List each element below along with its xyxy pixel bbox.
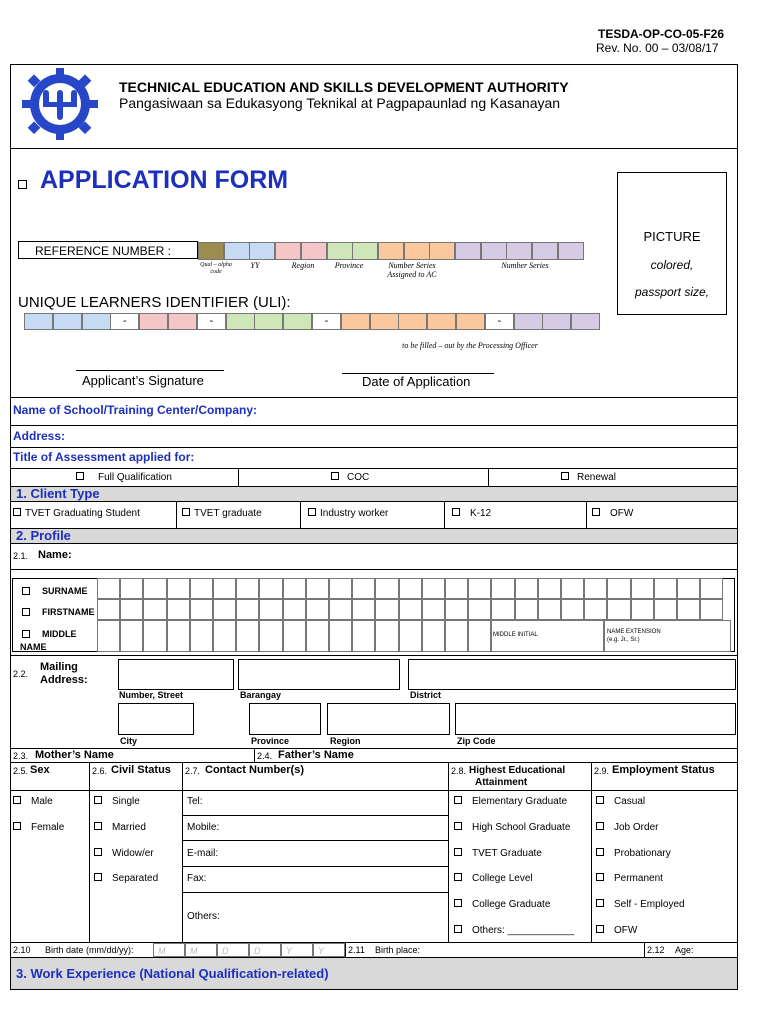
title-checkbox[interactable]: [18, 180, 27, 189]
birthdate-number: 2.10: [13, 945, 31, 955]
header-divider: [10, 148, 738, 149]
sex-male[interactable]: Male: [13, 797, 53, 807]
reference-digit-cell[interactable]: [198, 242, 224, 260]
uli-digit-cell[interactable]: [139, 313, 168, 330]
mother-number: 2.3.: [13, 751, 29, 761]
address-label: Address:: [13, 429, 66, 443]
reference-digit-cell[interactable]: [404, 242, 430, 260]
name-letter-cell[interactable]: [700, 599, 723, 620]
birthdate-cell[interactable]: [249, 943, 281, 957]
surname-field[interactable]: SURNAME: [22, 587, 88, 596]
name-letter-cell[interactable]: [677, 578, 700, 599]
agency-name: TECHNICAL EDUCATION AND SKILLS DEVELOPMENT AUTHORITY: [119, 79, 569, 95]
name-label: Name:: [38, 549, 72, 561]
education-label-2: Attainment: [475, 777, 528, 788]
reference-digit-cell[interactable]: [275, 242, 301, 260]
reference-digit-cell[interactable]: [327, 242, 353, 260]
name-letter-cell[interactable]: [422, 599, 445, 620]
name-extension-cell[interactable]: [604, 620, 731, 652]
birthdate-placeholder: M: [158, 946, 166, 956]
age-label[interactable]: Age:: [675, 945, 694, 955]
caption-region: Region: [291, 261, 315, 270]
name-letter-cell[interactable]: [329, 578, 352, 599]
name-letter-cell[interactable]: [306, 578, 329, 599]
revision-number: Rev. No. 00 – 03/08/17: [596, 41, 719, 55]
mailing-label: Mailing: [40, 661, 78, 673]
assessment-label: Title of Assessment applied for:: [13, 450, 195, 464]
name-letter-cell[interactable]: [561, 578, 584, 599]
uli-digit-cell[interactable]: [168, 313, 197, 330]
name-letter-cell[interactable]: [607, 599, 630, 620]
name-letter-cell[interactable]: [167, 599, 190, 620]
emp-casual[interactable]: Casual: [596, 797, 645, 807]
birthdate-cell[interactable]: [313, 943, 345, 957]
name-letter-cell[interactable]: [468, 578, 491, 599]
birthplace-number: 2.11: [348, 945, 365, 955]
name-letter-cell[interactable]: [213, 620, 236, 652]
client-type-title: 1. Client Type: [16, 486, 100, 501]
birthdate-cell[interactable]: [217, 943, 249, 957]
name-letter-cell[interactable]: [468, 599, 491, 620]
father-name-label[interactable]: Father’s Name: [278, 749, 354, 761]
district-label: District: [410, 690, 442, 700]
contact-fax[interactable]: Fax:: [187, 873, 207, 884]
option-full-qualification[interactable]: Full Qualification: [76, 473, 172, 483]
name-letter-cell[interactable]: [259, 599, 282, 620]
uli-digit-cell[interactable]: [571, 313, 600, 330]
zip-code-label: Zip Code: [457, 736, 496, 746]
caption-series: Number Series: [501, 261, 549, 270]
picture-label: PICTURE: [643, 229, 701, 244]
name-extension-label: NAME EXTENSION: [607, 629, 661, 635]
name-letter-cell[interactable]: [631, 599, 654, 620]
reference-digit-cell[interactable]: [224, 242, 250, 260]
name-letter-cell[interactable]: [283, 620, 306, 652]
name-letter-cell[interactable]: [399, 620, 422, 652]
province-input[interactable]: [249, 703, 321, 735]
reference-digit-cell[interactable]: [455, 242, 481, 260]
sex-number: 2.5.: [13, 766, 29, 776]
number-street-input[interactable]: [118, 659, 234, 690]
uli-separator-cell: -: [197, 313, 226, 330]
contact-tel[interactable]: Tel:: [187, 796, 203, 807]
educ-high-school[interactable]: High School Graduate: [454, 823, 570, 833]
name-letter-cell[interactable]: [143, 578, 166, 599]
civil-number: 2.6.: [92, 766, 108, 776]
age-number: 2.12: [647, 945, 665, 955]
uli-digit-cell[interactable]: [341, 313, 370, 330]
educ-tvet[interactable]: TVET Graduate: [454, 849, 542, 859]
name-letter-cell[interactable]: [190, 599, 213, 620]
name-letter-cell[interactable]: [399, 599, 422, 620]
middlename-field[interactable]: MIDDLE: [22, 630, 77, 639]
name-letter-cell[interactable]: [97, 599, 120, 620]
name-letter-cell[interactable]: [306, 620, 329, 652]
contact-others[interactable]: Others:: [187, 911, 220, 922]
emp-job-order[interactable]: Job Order: [596, 823, 658, 833]
mailing-label-2: Address:: [40, 674, 88, 686]
option-renewal[interactable]: Renewal: [561, 473, 616, 483]
checkbox[interactable]: [331, 472, 339, 480]
uli-digit-cell[interactable]: [254, 313, 283, 330]
educ-college-level[interactable]: College Level: [454, 874, 533, 884]
reference-digit-cell[interactable]: [481, 242, 507, 260]
name-letter-cell[interactable]: [352, 578, 375, 599]
province-label: Province: [251, 736, 290, 746]
checkbox[interactable]: [76, 472, 84, 480]
caption-yy: YY: [250, 261, 260, 270]
name-extension-example: (e.g. Jr., Sr.): [607, 637, 640, 643]
client-k12[interactable]: K-12: [452, 509, 491, 519]
name-letter-cell[interactable]: [143, 599, 166, 620]
birthdate-placeholder: M: [190, 946, 198, 956]
picture-box[interactable]: [617, 172, 727, 315]
middlename-label-2: NAME: [20, 642, 47, 652]
name-letter-cell[interactable]: [584, 599, 607, 620]
birthdate-cell[interactable]: [153, 943, 185, 957]
school-label: Name of School/Training Center/Company:: [13, 403, 258, 417]
uli-label: UNIQUE LEARNERS IDENTIFIER (ULI):: [18, 294, 291, 311]
name-letter-cell[interactable]: [190, 578, 213, 599]
name-letter-cell[interactable]: [352, 620, 375, 652]
number-street-label: Number, Street: [119, 690, 184, 700]
agency-name-filipino: Pangasiwaan sa Edukasyong Teknikal at Pagpapaunlad ng Kasanayan: [119, 95, 561, 111]
name-letter-cell[interactable]: [631, 578, 654, 599]
picture-colored: colored,: [650, 258, 694, 272]
civil-single[interactable]: Single: [94, 797, 140, 807]
option-coc[interactable]: COC: [331, 473, 369, 483]
uli-digit-cell[interactable]: [542, 313, 571, 330]
profile-title: 2. Profile: [16, 528, 71, 543]
name-letter-cell[interactable]: [491, 578, 514, 599]
birthdate-cell[interactable]: [185, 943, 217, 957]
middle-initial-label: MIDDLE INITIAL: [493, 632, 538, 638]
reference-digit-cell[interactable]: [532, 242, 558, 260]
name-letter-cell[interactable]: [167, 620, 190, 652]
name-letter-cell[interactable]: [515, 578, 538, 599]
uli-digit-cell[interactable]: [370, 313, 399, 330]
name-letter-cell[interactable]: [654, 578, 677, 599]
name-letter-cell[interactable]: [213, 578, 236, 599]
barangay-label: Barangay: [240, 690, 282, 700]
education-label: Highest Educational: [469, 765, 566, 776]
region-label: Region: [330, 736, 361, 746]
name-letter-cell[interactable]: [97, 578, 120, 599]
picture-size: passport size,: [634, 285, 710, 299]
name-letter-cell[interactable]: [445, 620, 468, 652]
sex-female[interactable]: Female: [13, 823, 64, 833]
city-input[interactable]: [118, 703, 194, 735]
education-number: 2.8.: [451, 766, 467, 776]
profile-header: [11, 528, 737, 543]
reference-label: REFERENCE NUMBER :: [35, 244, 172, 258]
name-letter-cell[interactable]: [213, 599, 236, 620]
processing-note: to be filled – out by the Processing Officer: [402, 341, 538, 350]
name-letter-cell[interactable]: [120, 620, 143, 652]
emp-probationary[interactable]: Probationary: [596, 849, 671, 859]
client-tvet-graduate[interactable]: TVET graduate: [182, 509, 262, 519]
name-letter-cell[interactable]: [445, 599, 468, 620]
uli-digit-cell[interactable]: [82, 313, 111, 330]
name-letter-cell[interactable]: [375, 599, 398, 620]
barangay-input[interactable]: [238, 659, 400, 690]
civil-married[interactable]: Married: [94, 823, 146, 833]
uli-digit-cell[interactable]: [24, 313, 53, 330]
contact-number: 2.7.: [185, 766, 201, 776]
name-letter-cell[interactable]: [375, 578, 398, 599]
client-industry-worker[interactable]: Industry worker: [308, 509, 388, 519]
name-letter-cell[interactable]: [375, 620, 398, 652]
contact-label: Contact Number(s): [205, 764, 305, 776]
contact-mobile[interactable]: Mobile:: [187, 822, 220, 833]
name-letter-cell[interactable]: [259, 620, 282, 652]
client-type-header: [11, 486, 737, 501]
uli-separator-cell: -: [485, 313, 514, 330]
uli-digit-cell[interactable]: [514, 313, 543, 330]
name-letter-cell[interactable]: [445, 578, 468, 599]
applicant-signature-line[interactable]: [76, 370, 224, 371]
mother-name-label[interactable]: Mother’s Name: [35, 749, 114, 761]
reference-digit-cell[interactable]: [506, 242, 532, 260]
name-letter-cell[interactable]: [306, 599, 329, 620]
caption-qual: Qual – alpha code: [200, 262, 232, 275]
name-letter-cell[interactable]: [352, 599, 375, 620]
form-title: APPLICATION FORM: [40, 166, 289, 194]
client-ofw[interactable]: OFW: [592, 509, 633, 519]
reference-digit-cell[interactable]: [352, 242, 378, 260]
name-letter-cell[interactable]: [259, 578, 282, 599]
date-application-label: Date of Application: [362, 374, 471, 389]
educ-others[interactable]: Others: ____________: [454, 926, 574, 936]
birthdate-placeholder: D: [222, 946, 229, 956]
name-number: 2.1.: [13, 551, 29, 561]
city-label: City: [120, 736, 138, 746]
caption-province: Province: [334, 261, 364, 270]
region-input[interactable]: [327, 703, 450, 735]
name-letter-cell[interactable]: [329, 599, 352, 620]
name-letter-cell[interactable]: [120, 599, 143, 620]
name-letter-cell[interactable]: [120, 578, 143, 599]
tesda-logo: [18, 66, 102, 142]
name-letter-cell[interactable]: [654, 599, 677, 620]
name-letter-cell[interactable]: [329, 620, 352, 652]
reference-digit-cell[interactable]: [378, 242, 404, 260]
employment-label: Employment Status: [612, 764, 715, 776]
father-number: 2.4.: [257, 751, 273, 761]
name-letter-cell[interactable]: [468, 620, 491, 652]
civil-widow[interactable]: Widow/er: [94, 849, 154, 859]
name-letter-cell[interactable]: [97, 620, 120, 652]
birthplace-label[interactable]: Birth place:: [375, 945, 421, 955]
district-input[interactable]: [408, 659, 736, 690]
client-tvet-graduating[interactable]: TVET Graduating Student: [13, 509, 140, 519]
birthdate-cell[interactable]: [281, 943, 313, 957]
name-letter-cell[interactable]: [283, 578, 306, 599]
name-letter-cell[interactable]: [515, 599, 538, 620]
checkbox[interactable]: [561, 472, 569, 480]
name-letter-cell[interactable]: [422, 578, 445, 599]
name-letter-cell[interactable]: [491, 599, 514, 620]
reference-label-box: [18, 241, 198, 259]
name-letter-cell[interactable]: [538, 599, 561, 620]
birthdate-placeholder: D: [254, 946, 261, 956]
educ-elementary[interactable]: Elementary Graduate: [454, 797, 567, 807]
birthdate-placeholder: Y: [286, 946, 293, 956]
uli-separator-cell: -: [312, 313, 341, 330]
reference-digit-cell[interactable]: [558, 242, 584, 260]
name-letter-cell[interactable]: [143, 620, 166, 652]
contact-email[interactable]: E-mail:: [187, 848, 219, 859]
form-code: TESDA-OP-CO-05-F26: [598, 27, 725, 41]
sex-label: Sex: [30, 764, 50, 776]
uli-digit-cell[interactable]: [283, 313, 312, 330]
mailing-number: 2.2.: [13, 669, 29, 679]
name-letter-cell[interactable]: [190, 620, 213, 652]
work-experience-title: 3. Work Experience (National Qualification-related): [16, 966, 329, 981]
name-letter-cell[interactable]: [399, 578, 422, 599]
name-letter-cell[interactable]: [236, 578, 259, 599]
uli-separator-cell: -: [110, 313, 139, 330]
name-letter-cell[interactable]: [677, 599, 700, 620]
emp-ofw[interactable]: OFW: [596, 926, 637, 936]
reference-digit-cell[interactable]: [249, 242, 275, 260]
applicant-signature-label: Applicant’s Signature: [82, 373, 204, 388]
caption-assigned: Number Series Assigned to AC: [387, 261, 437, 279]
uli-digit-cell[interactable]: [226, 313, 255, 330]
zip-code-input[interactable]: [455, 703, 736, 735]
name-letter-cell[interactable]: [607, 578, 630, 599]
reference-digit-cell[interactable]: [301, 242, 327, 260]
uli-digit-cell[interactable]: [53, 313, 82, 330]
name-letter-cell[interactable]: [283, 599, 306, 620]
firstname-field[interactable]: FIRSTNAME: [22, 608, 95, 617]
uli-digit-cell[interactable]: [456, 313, 485, 330]
educ-college-graduate[interactable]: College Graduate: [454, 900, 550, 910]
name-letter-cell[interactable]: [422, 620, 445, 652]
name-letter-cell[interactable]: [700, 578, 723, 599]
employment-number: 2.9.: [594, 766, 610, 776]
uli-digit-cell[interactable]: [427, 313, 456, 330]
name-letter-cell[interactable]: [236, 620, 259, 652]
name-letter-cell[interactable]: [167, 578, 190, 599]
name-letter-cell[interactable]: [584, 578, 607, 599]
name-letter-cell[interactable]: [538, 578, 561, 599]
emp-self-employed[interactable]: Self - Employed: [596, 900, 685, 910]
birthdate-label: Birth date (mm/dd/yy):: [45, 945, 134, 955]
name-letter-cell[interactable]: [236, 599, 259, 620]
emp-permanent[interactable]: Permanent: [596, 874, 663, 884]
reference-digit-cell[interactable]: [429, 242, 455, 260]
civil-separated[interactable]: Separated: [94, 874, 158, 884]
civil-status-label: Civil Status: [111, 764, 171, 776]
uli-digit-cell[interactable]: [398, 313, 427, 330]
birthdate-placeholder: Y: [318, 946, 325, 956]
name-letter-cell[interactable]: [561, 599, 584, 620]
